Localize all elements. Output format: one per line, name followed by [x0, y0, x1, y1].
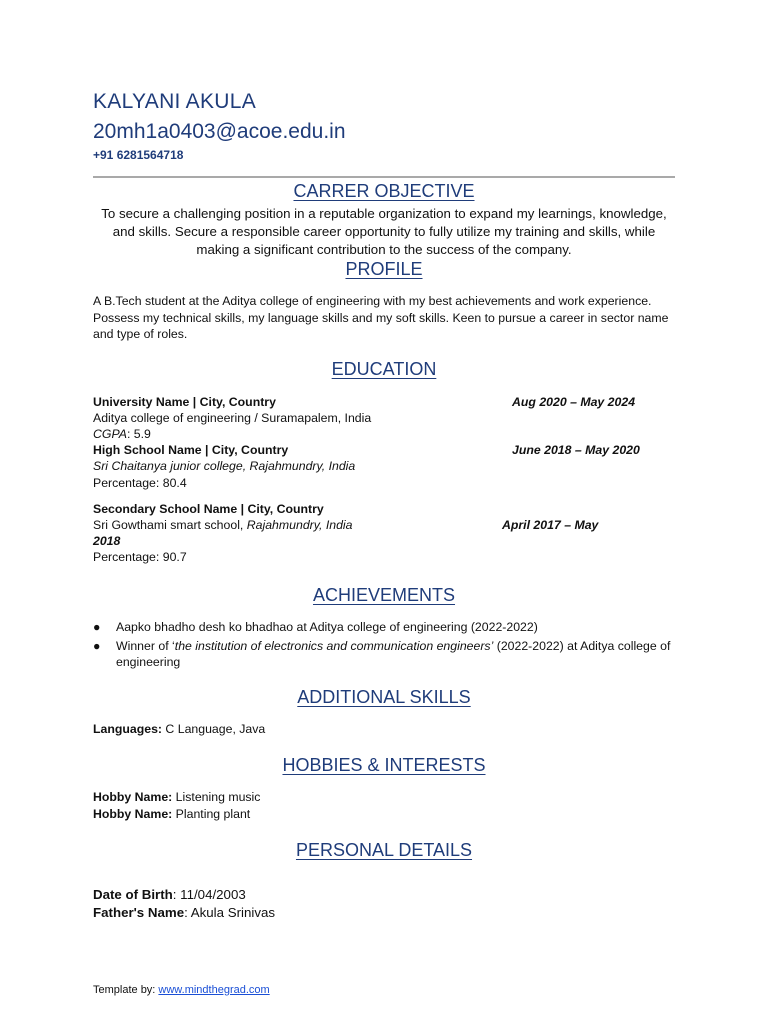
secondary-institution: [93, 518, 352, 532]
achievement-text-post: (2022-2022) at Aditya college of engineering: [116, 638, 671, 669]
candidate-phone: +91 6281564718: [93, 148, 184, 162]
header-divider: [93, 176, 675, 178]
achievement-text-pre: Winner of ‘: [116, 638, 175, 653]
objective-heading: CARRER OBJECTIVE: [293, 181, 475, 201]
cgpa-value: : 5.9: [126, 427, 151, 441]
university-score: [93, 427, 151, 441]
candidate-name: KALYANI AKULA: [93, 90, 257, 113]
languages-value: C Language, Java: [162, 722, 266, 736]
hobby-line-2: [93, 807, 250, 821]
secondary-dates-start: April 2017 – May: [502, 518, 599, 532]
list-item: [93, 638, 675, 671]
highschool-score: Percentage: 80.4: [93, 476, 187, 490]
highschool-dates: June 2018 – May 2020: [512, 443, 640, 457]
hobby-value: Listening music: [172, 790, 261, 804]
personal-heading: PERSONAL DETAILS: [295, 840, 473, 860]
languages-line: [93, 722, 265, 736]
candidate-email: 20mh1a0403@acoe.edu.in: [93, 120, 346, 143]
achievement-text: Aapko bhadho desh ko bhadhao at Aditya college of engineering (2022-2022): [116, 620, 538, 634]
hobby-line-1: [93, 790, 260, 804]
achievements-list: [93, 619, 675, 673]
template-link[interactable]: www.mindthegrad.com: [158, 984, 270, 996]
hobby-label: Hobby Name:: [93, 790, 173, 804]
highschool-institution: Sri Chaitanya junior college, Rajahmundry, India: [93, 459, 356, 473]
footer-label: Template by:: [93, 984, 159, 996]
education-heading: EDUCATION: [331, 359, 437, 379]
secondary-score: Percentage: 90.7: [93, 550, 187, 564]
secondary-school-name: Sri Gowthami smart school,: [93, 518, 247, 532]
list-item: [93, 619, 675, 636]
dob-label: Date of Birth: [93, 887, 173, 902]
father-label: Father's Name: [93, 905, 185, 920]
dob-line: [93, 887, 246, 902]
skills-heading: ADDITIONAL SKILLS: [297, 687, 471, 707]
objective-text: To secure a challenging position in a reputable organization to expand my learnings, knowledge, and skills. Secure a responsible career opportunity to fully utilize my training and skills, while making a significant contribution to the success of the company.: [101, 206, 667, 257]
bullet-icon: ●: [93, 620, 101, 634]
father-value: : Akula Srinivas: [184, 905, 276, 920]
cgpa-label: CGPA: [93, 427, 127, 441]
secondary-dates-end: 2018: [93, 534, 121, 548]
father-line: [93, 905, 275, 920]
profile-text: A B.Tech student at the Aditya college of engineering with my best achievements and work experience. Possess my technical skills, my language skills and my soft skills. Keen to pursue a career in sector name and type of roles.: [93, 294, 669, 341]
university-institution: Aditya college of engineering / Suramapalem, India: [93, 411, 372, 425]
hobby-value: Planting plant: [172, 807, 251, 821]
bullet-icon: ●: [93, 638, 101, 653]
languages-label: Languages:: [93, 722, 163, 736]
achievement-text-italic: the institution of electronics and communication engineers’: [174, 638, 494, 653]
secondary-label: Secondary School Name | City, Country: [93, 502, 324, 516]
hobbies-heading: HOBBIES & INTERESTS: [282, 755, 486, 775]
hobby-label: Hobby Name:: [93, 807, 173, 821]
dob-value: : 11/04/2003: [172, 887, 246, 902]
footer: [93, 984, 270, 996]
profile-heading: PROFILE: [345, 259, 423, 279]
university-dates: Aug 2020 – May 2024: [512, 395, 636, 409]
university-label: University Name | City, Country: [93, 395, 276, 409]
secondary-school-place: Rajahmundry, India: [246, 518, 353, 532]
highschool-label: High School Name | City, Country: [93, 443, 289, 457]
achievements-heading: ACHIEVEMENTS: [312, 585, 456, 605]
